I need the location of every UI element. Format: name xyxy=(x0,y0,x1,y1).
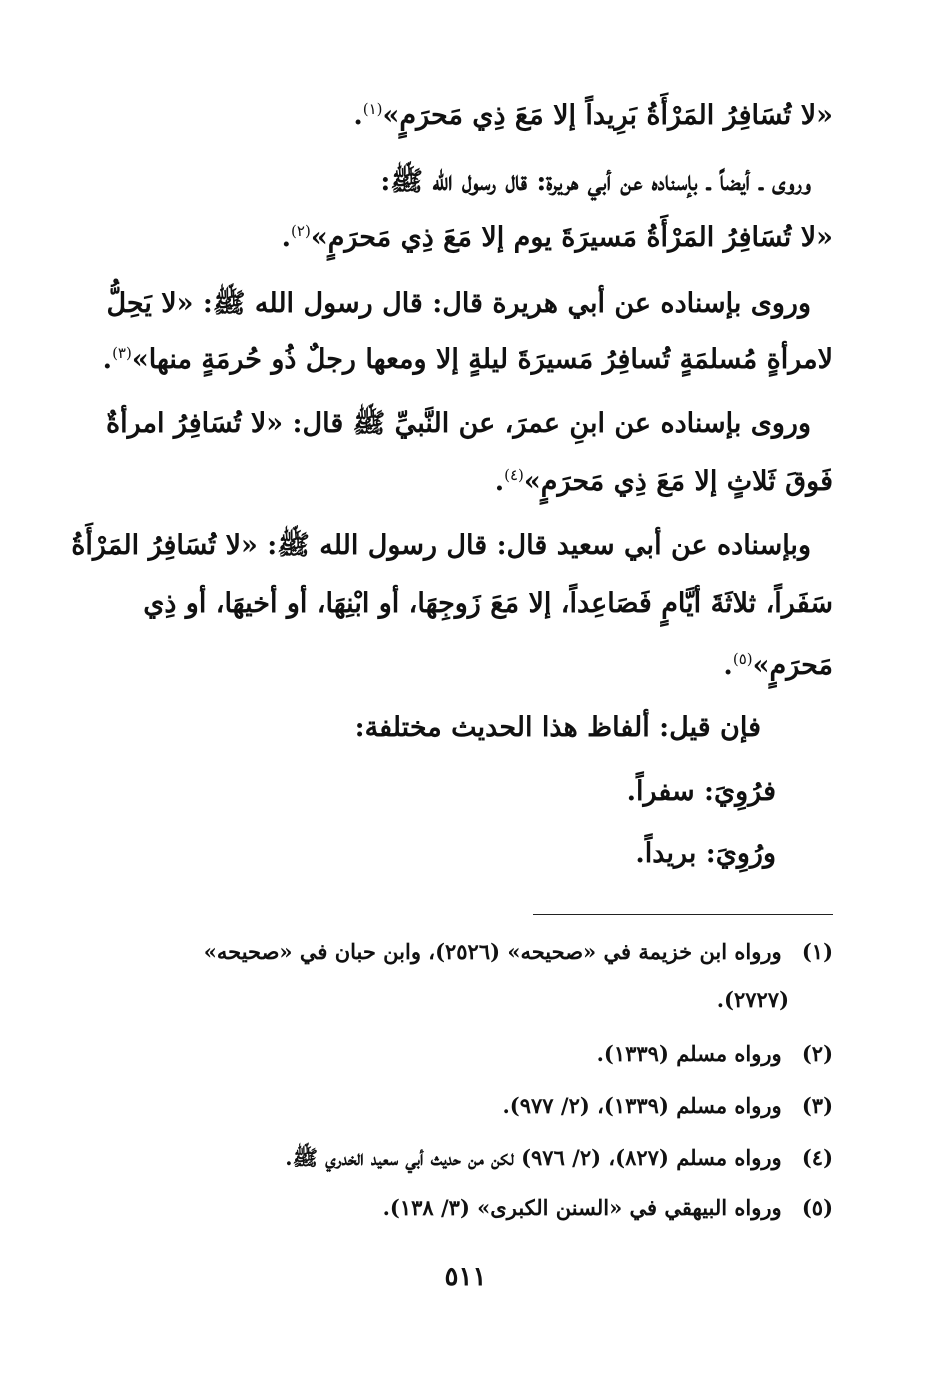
footnote-text: ورواه البيهقي في «السنن الكبرى» (٣/ ١٣٨). xyxy=(382,1195,782,1220)
footnote-text: (٢٧٢٧). xyxy=(716,987,789,1012)
footnote-ref: (٥) xyxy=(732,650,753,668)
body-line-9 xyxy=(98,584,833,624)
body-line-4 xyxy=(98,284,811,324)
line-text: فإن قيل: ألفاظ هذا الحديث مختلفة: xyxy=(354,712,761,743)
footnote-divider xyxy=(533,914,833,915)
footnote-1 xyxy=(98,936,833,968)
footnote-1-continuation xyxy=(98,984,789,1016)
body-line-11 xyxy=(98,708,761,748)
footnote-text: ورواه ابن خزيمة في «صحيحه» (٢٥٢٦)، وابن حبان في «صحيحه» xyxy=(203,939,782,964)
footnote-text: ورواه مسلم (١٣٣٩). xyxy=(596,1041,782,1066)
footnote-number: (٤) xyxy=(801,1145,833,1170)
line-text: سَفَراً، ثلاثَةَ أيَّامٍ فَصَاعِداً، إلا مَعَ زَوجِهَا، أو ابْنِهَا، أو أخيهَا، أو ذِي xyxy=(143,588,833,619)
footnote-text: ورواه مسلم (٨٢٧)، (٢/ ٩٧٦) لكن من حديث أبي سعيد الخدري ﷺ. xyxy=(285,1145,782,1170)
line-text: وروى ـ أيضاً ـ بإسناده عن أبي هريرة: قال رسول الله ﷺ: xyxy=(380,166,811,197)
footnote-number: (٥) xyxy=(801,1195,833,1220)
page-number: ٥١١ xyxy=(444,1262,487,1292)
line-tail: . xyxy=(353,100,363,131)
body-line-7 xyxy=(98,462,833,502)
line-text: وروى بإسناده عن أبي هريرة قال: قال رسول الله ﷺ: «لا يَحِلُّ xyxy=(106,288,811,319)
footnote-ref: (٣) xyxy=(112,344,132,362)
footnote-ref: (١) xyxy=(362,100,383,118)
body-line-2 xyxy=(98,162,811,202)
footnote-number: (٣) xyxy=(801,1093,833,1118)
footnote-number: (١) xyxy=(801,939,833,964)
body-line-1 xyxy=(98,96,833,136)
body-line-6 xyxy=(98,404,811,444)
line-tail: . xyxy=(723,650,733,681)
footnote-2 xyxy=(98,1038,833,1070)
line-text: فَوقَ ثَلاثٍ إلا مَعَ ذِي مَحرَمٍ» xyxy=(523,466,833,497)
line-text: فرُوِيَ: سفراً. xyxy=(626,776,776,807)
line-text: وبإسناده عن أبي سعيد قال: قال رسول الله ﷺ: «لا تُسَافِرُ المَرْأَةُ xyxy=(71,530,811,561)
body-line-10 xyxy=(98,646,833,686)
body-line-3 xyxy=(98,218,833,258)
line-text: مَحرَمٍ» xyxy=(752,650,833,681)
footnote-5 xyxy=(98,1192,833,1224)
line-tail: . xyxy=(281,222,292,253)
line-tail: . xyxy=(102,344,113,375)
body-line-13 xyxy=(98,834,776,874)
body-line-12 xyxy=(98,772,776,812)
footnote-3 xyxy=(98,1090,833,1122)
line-tail: . xyxy=(494,466,505,497)
footnote-ref: (٤) xyxy=(504,466,524,484)
footnote-4 xyxy=(98,1142,833,1174)
footnote-number: (٢) xyxy=(801,1041,833,1066)
body-line-5 xyxy=(98,340,833,380)
footnote-ref: (٢) xyxy=(291,222,311,240)
line-text: «لا تُسَافِرُ المَرْأَةُ مَسيرَةَ يوم إلا مَعَ ذِي مَحرَمٍ» xyxy=(310,222,833,253)
body-line-8 xyxy=(71,526,811,566)
line-text: لامرأةٍ مُسلمَةٍ تُسافِرُ مَسيرَةَ ليلةٍ إلا ومعها رجلٌ ذُو حُرمَةٍ منها» xyxy=(131,344,833,375)
line-text: ورُوِيَ: بريداً. xyxy=(635,838,776,869)
line-text: وروى بإسناده عن ابنِ عمرَ، عن النَّبيِّ ﷺ قال: «لا تُسَافِرُ امرأةٌ xyxy=(105,408,811,439)
footnote-text: ورواه مسلم (١٣٣٩)، (٢/ ٩٧٧). xyxy=(502,1093,782,1118)
line-text: «لا تُسَافِرُ المَرْأَةُ بَرِيداً إلا مَعَ ذِي مَحرَمٍ» xyxy=(382,100,833,131)
